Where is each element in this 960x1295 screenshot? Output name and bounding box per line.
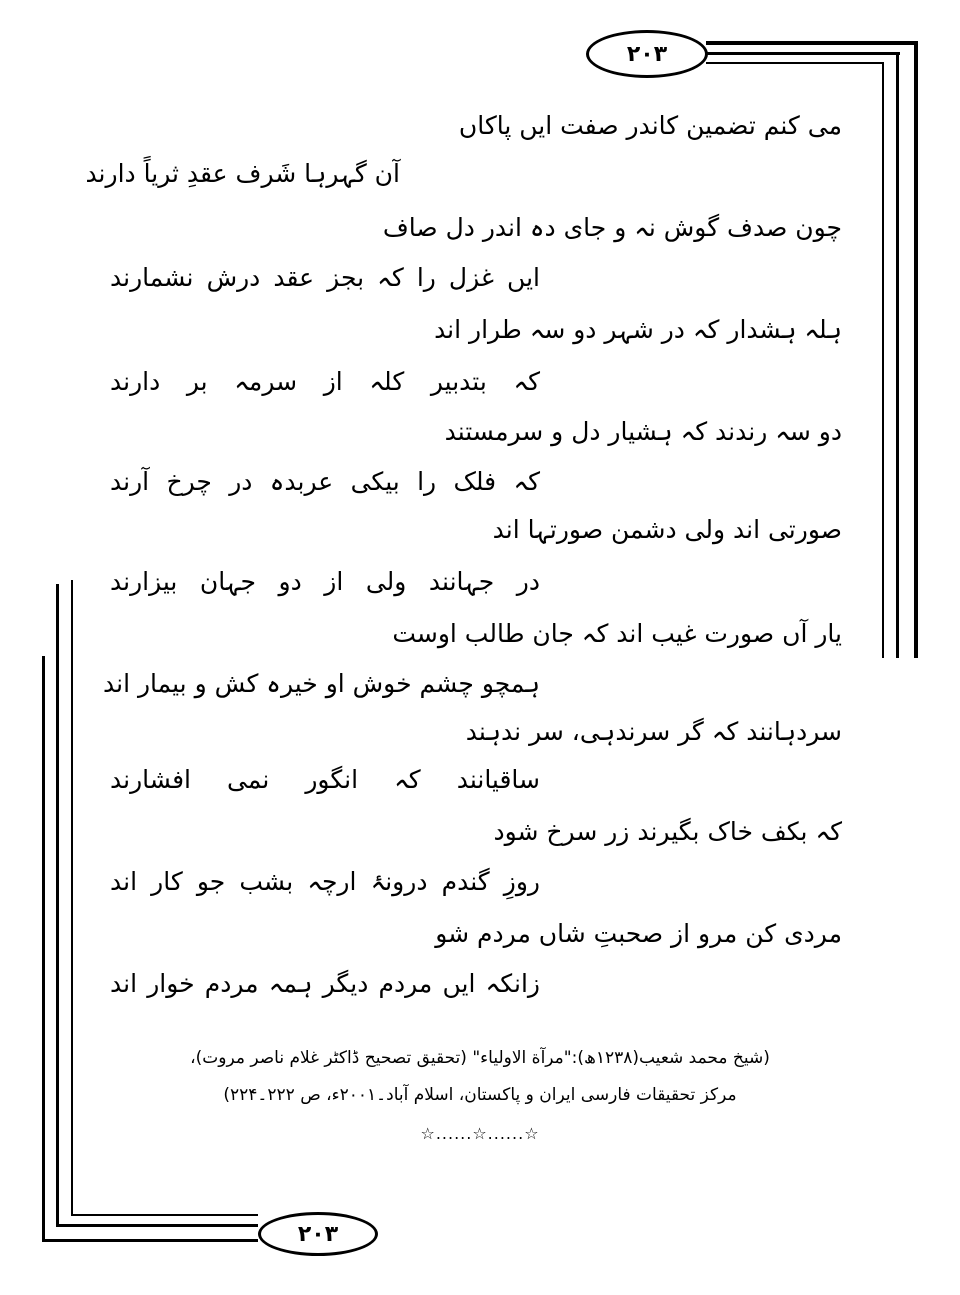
verse-line-18: زانکہ ایں مردم دیگر ہمہ مردم خوار اند <box>110 969 540 998</box>
page-number-bottom-text: ۲۰۳ <box>297 1221 339 1247</box>
citation-line-2: مرکز تحقیقات فارسی ایران و پاکستان، اسلام آباد۔۲۰۰۱ء، ص ۲۲۲۔۲۲۴) <box>223 1085 737 1105</box>
verse-line-6: کہ بتدبیر کلہ از سرمہ بر دارند <box>110 367 540 396</box>
verse-line-11: یار آں صورت غیب اند کہ جان طالب اوست <box>392 619 842 648</box>
frame-right-line-1 <box>914 41 918 658</box>
verse-line-17: مردی کن مرو از صحبتِ شاں مردم شو <box>435 919 842 948</box>
verse-line-13: سردہانند کہ گر سرندہی، سر ندہند <box>465 717 842 746</box>
verse-line-9: صورتی اند ولی دشمن صورتہا اند <box>492 515 842 544</box>
verse-line-2: آن گہرہا شَرف عقدِ ثریاً دارند <box>85 159 400 188</box>
verse-line-3: چون صدف گوش نہ و جای دہ اندر دل صاف <box>382 213 842 242</box>
verse-line-7: دو سہ رندند کہ ہشیار دل و سرمستند <box>444 417 842 446</box>
frame-top-line-3 <box>706 62 884 64</box>
frame-right-line-3 <box>882 62 884 658</box>
star-separator: ☆......☆......☆ <box>420 1124 540 1143</box>
frame-top-line-2 <box>706 52 900 55</box>
frame-top-line-1 <box>706 41 918 45</box>
frame-bottom-line-2 <box>56 1224 258 1227</box>
page-number-top <box>586 30 708 78</box>
verse-line-15: کہ بکف خاک بگیرند زر سرخ شود <box>493 817 842 846</box>
frame-right-line-2 <box>896 52 899 658</box>
verse-line-16: روزِ گندم درونۂ ارچہ بشب جو کار اند <box>110 867 540 896</box>
verse-line-8: کہ فلک را بیکی عربدہ در چرخ آرند <box>110 467 540 496</box>
frame-left-line-2 <box>56 584 59 1227</box>
frame-left-line-1 <box>42 656 45 1242</box>
frame-left-line-3 <box>71 580 73 1216</box>
verse-line-4: ایں غزل را کہ بجز عقد درش نشمارند <box>110 263 540 292</box>
verse-line-12: ہمچو چشم خوش او خیرہ کش و بیمار اند <box>103 669 540 698</box>
verse-line-1: می کنم تضمین کاندر صفت ایں پاکاں <box>458 111 842 140</box>
verse-line-10: در جہانند ولی از دو جہان بیزارند <box>110 567 540 596</box>
frame-bottom-line-1 <box>42 1239 258 1242</box>
page-number-top-text: ۲۰۳ <box>626 41 668 67</box>
citation-line-1: (شیخ محمد شعیب(۱۲۳۸ھ):"مرآة الاولیاء" (تحقیق تصحیح ڈاکٹر غلام ناصر مروت)، <box>190 1048 770 1068</box>
verse-line-14: ساقیانند کہ انگور نمی افشارند <box>110 765 540 794</box>
page-number-bottom <box>258 1212 378 1256</box>
frame-bottom-line-3 <box>71 1214 258 1216</box>
verse-line-5: ہلہ ہشدار کہ در شہر دو سہ طرار اند <box>434 315 842 344</box>
